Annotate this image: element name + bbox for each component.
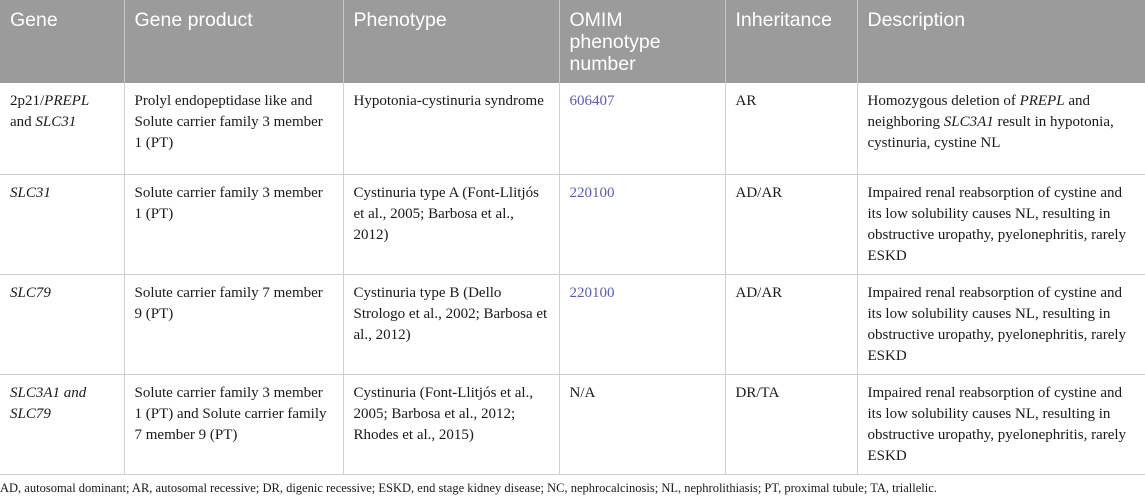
cell-gene: SLC3A1 and SLC79	[0, 374, 124, 474]
header-inheritance: Inheritance	[725, 0, 857, 83]
header-gene-product: Gene product	[124, 0, 343, 83]
cell-description: Impaired renal reabsorption of cystine and its low solubility causes NL, resulting in obstructive uropathy, pyelonephritis, rarely ESKD	[857, 274, 1145, 374]
cell-inheritance: AR	[725, 83, 857, 174]
cell-inheritance: AD/AR	[725, 274, 857, 374]
cell-gene-product: Solute carrier family 3 member 1 (PT)	[124, 174, 343, 274]
cell-gene-product: Solute carrier family 7 member 9 (PT)	[124, 274, 343, 374]
header-omim: OMIM phenotype number	[559, 0, 725, 83]
cell-omim	[559, 174, 725, 274]
cell-omim	[559, 83, 725, 174]
cell-description: Homozygous deletion of PREPL and neighboring SLC3A1 result in hypotonia, cystinuria, cystine NL	[857, 83, 1145, 174]
cell-gene: 2p21/PREPL and SLC31	[0, 83, 124, 174]
cell-gene-product: Prolyl endopeptidase like and Solute carrier family 3 member 1 (PT)	[124, 83, 343, 174]
cell-phenotype: Cystinuria type B (Dello Strologo et al., 2002; Barbosa et al., 2012)	[343, 274, 559, 374]
table-row	[0, 374, 1145, 474]
table-row	[0, 274, 1145, 374]
cell-gene: SLC79	[0, 274, 124, 374]
header-gene: Gene	[0, 0, 124, 83]
cell-phenotype: Cystinuria type A (Font-Llitjós et al., 2005; Barbosa et al., 2012)	[343, 174, 559, 274]
table-header-row	[0, 0, 1145, 83]
cell-omim	[559, 274, 725, 374]
table-row	[0, 83, 1145, 174]
omim-link[interactable]: 606407	[569, 93, 615, 109]
cell-phenotype: Cystinuria (Font-Llitjós et al., 2005; Barbosa et al., 2012; Rhodes et al., 2015)	[343, 374, 559, 474]
table-row	[0, 174, 1145, 274]
cell-inheritance: AD/AR	[725, 174, 857, 274]
cell-inheritance: DR/TA	[725, 374, 857, 474]
cell-description: Impaired renal reabsorption of cystine and its low solubility causes NL, resulting in obstructive uropathy, pyelonephritis, rarely ESKD	[857, 374, 1145, 474]
table-footnote: AD, autosomal dominant; AR, autosomal recessive; DR, digenic recessive; ESKD, end stage kidney disease; NC, nephrocalcinosis; NL, nephrolithiasis; PT, proximal tubule; TA, triallelic.	[0, 481, 937, 495]
cell-description: Impaired renal reabsorption of cystine and its low solubility causes NL, resulting in obstructive uropathy, pyelonephritis, rarely ESKD	[857, 174, 1145, 274]
cell-gene-product: Solute carrier family 3 member 1 (PT) and Solute carrier family 7 member 9 (PT)	[124, 374, 343, 474]
omim-link[interactable]: 220100	[569, 284, 615, 301]
omim-link[interactable]: 220100	[569, 184, 615, 201]
header-description: Description	[857, 0, 1145, 83]
cell-gene: SLC31	[0, 174, 124, 274]
cell-omim: N/A	[559, 374, 725, 474]
cell-phenotype: Hypotonia-cystinuria syndrome	[343, 83, 559, 174]
header-phenotype: Phenotype	[343, 0, 559, 83]
